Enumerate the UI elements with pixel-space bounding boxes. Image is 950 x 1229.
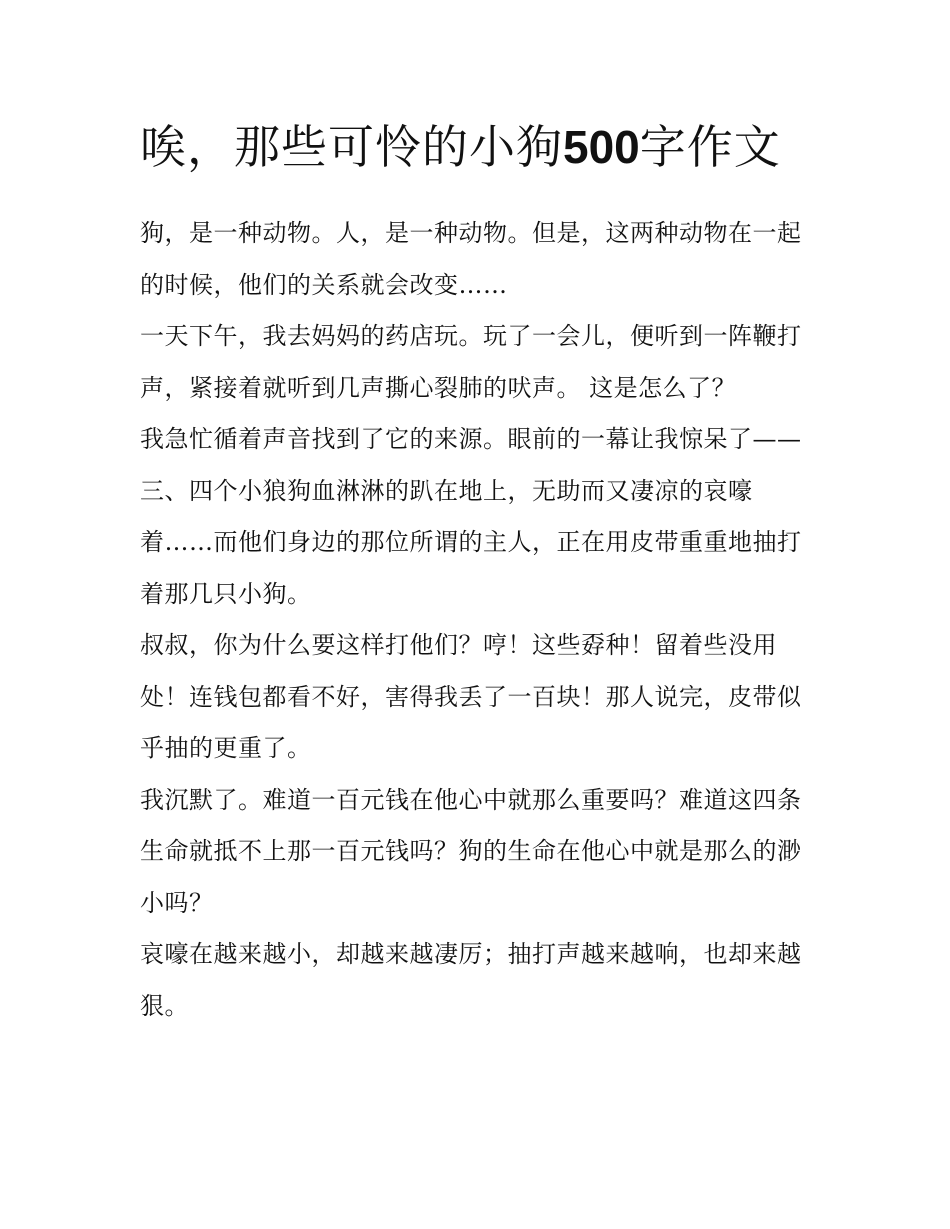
paragraph-3: 我急忙循着声音找到了它的来源。眼前的一幕让我惊呆了——三、四个小狼狗血淋淋的趴在地上，无助而又凄凉的哀嚎着……而他们身边的那位所谓的主人，正在用皮带重重地抽打着那几只小狗。 [140,425,802,608]
title-number: 500 [563,121,640,173]
paragraph-1: 狗，是一种动物。人，是一种动物。但是，这两种动物在一起的时候，他们的关系就会改变…… [140,219,802,299]
title-text-end: 字作文 [639,120,781,174]
document-body [140,208,820,1032]
title-text-start: 唉，那些可怜的小狗 [140,120,563,174]
document-content [140,108,820,1032]
paragraph-2: 一天下午，我去妈妈的药店玩。玩了一会儿，便听到一阵鞭打声，紧接着就听到几声撕心裂肺的吠声。 这是怎么了？ [140,322,802,402]
paragraph-5: 我沉默了。难道一百元钱在他心中就那么重要吗？难道这四条生命就抵不上那一百元钱吗？狗的生命在他心中就是那么的渺小吗？ [140,785,802,917]
paragraph-4: 叔叔，你为什么要这样打他们？哼！这些孬种！留着些没用处！连钱包都看不好，害得我丢了一百块！那人说完，皮带似乎抽的更重了。 [140,631,802,762]
document-title [140,108,820,186]
paragraph-6: 哀嚎在越来越小，却越来越凄厉；抽打声越来越响，也却来越狠。 [140,940,802,1020]
